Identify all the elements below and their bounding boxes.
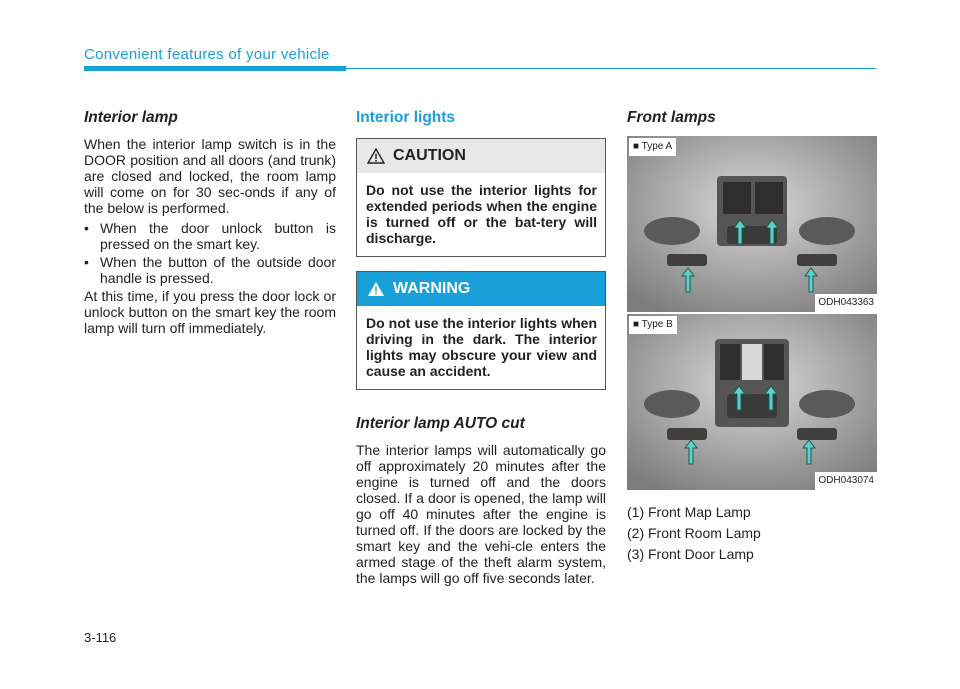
auto-cut-heading: Interior lamp AUTO cut (356, 415, 525, 432)
image-type-label: ■ Type A (629, 138, 676, 156)
caution-body: Do not use the interior lights for extended periods when the engine is turned off or the bat-tery will discharge. (366, 182, 597, 246)
page-number: 3-116 (84, 630, 117, 645)
caution-title: CAUTION (393, 147, 466, 164)
warning-header (357, 272, 605, 306)
image-code: ODH043363 (815, 294, 877, 312)
column-front-lamps (627, 110, 879, 565)
interior-lamp-bullets (84, 220, 336, 286)
warning-triangle-icon (367, 281, 385, 297)
caution-header (357, 139, 605, 173)
legend-item: (2) Front Room Lamp (627, 525, 761, 541)
caution-triangle-icon (367, 148, 385, 164)
header-rule (346, 68, 876, 69)
warning-title: WARNING (393, 280, 471, 297)
image-code: ODH043074 (815, 472, 877, 490)
header-accent-bar (84, 66, 346, 71)
interior-lamp-closing: At this time, if you press the door lock or unlock button on the smart key the room lamp will turn off immediately. (84, 288, 336, 336)
image-type-label: ■ Type B (629, 316, 677, 334)
bullet-item: • When the button of the outside door handle is pressed. (84, 254, 336, 286)
front-lamps-heading: Front lamps (627, 109, 716, 126)
caution-box (356, 138, 606, 257)
warning-body: Do not use the interior lights when driving in the dark. The interior lights may obscure your view and cause an accident. (366, 315, 597, 379)
front-lamps-legend (627, 502, 879, 565)
overhead-console-illustration (627, 136, 877, 312)
section-header-title: Convenient features of your vehicle (84, 46, 330, 63)
interior-lamp-intro: When the interior lamp switch is in the DOOR position and all doors (and trunk) are closed and locked, the room lamp will come on for 30 sec-onds if any of the below is performed. (84, 136, 336, 216)
column-interior-lights (356, 110, 606, 586)
legend-item: (1) Front Map Lamp (627, 504, 751, 520)
legend-item: (3) Front Door Lamp (627, 546, 754, 562)
front-lamp-image-type-b (627, 314, 877, 490)
auto-cut-body: The interior lamps will automatically go off approximately 20 minutes after the engine is turned off and the doors closed. If a door is opened, the lamp will go off 40 minutes after the engine is turned off. If the doors are locked by the smart key and the vehi-cle enters the armed stage of the theft alarm system, the lamps will go off five seconds later. (356, 442, 606, 586)
column-interior-lamp (84, 110, 336, 336)
front-lamp-image-type-a (627, 136, 877, 312)
warning-box (356, 271, 606, 390)
interior-lamp-heading: Interior lamp (84, 109, 178, 126)
bullet-item: • When the door unlock button is pressed on the smart key. (84, 220, 336, 252)
interior-lights-heading: Interior lights (356, 109, 456, 126)
overhead-console-illustration (627, 314, 877, 490)
